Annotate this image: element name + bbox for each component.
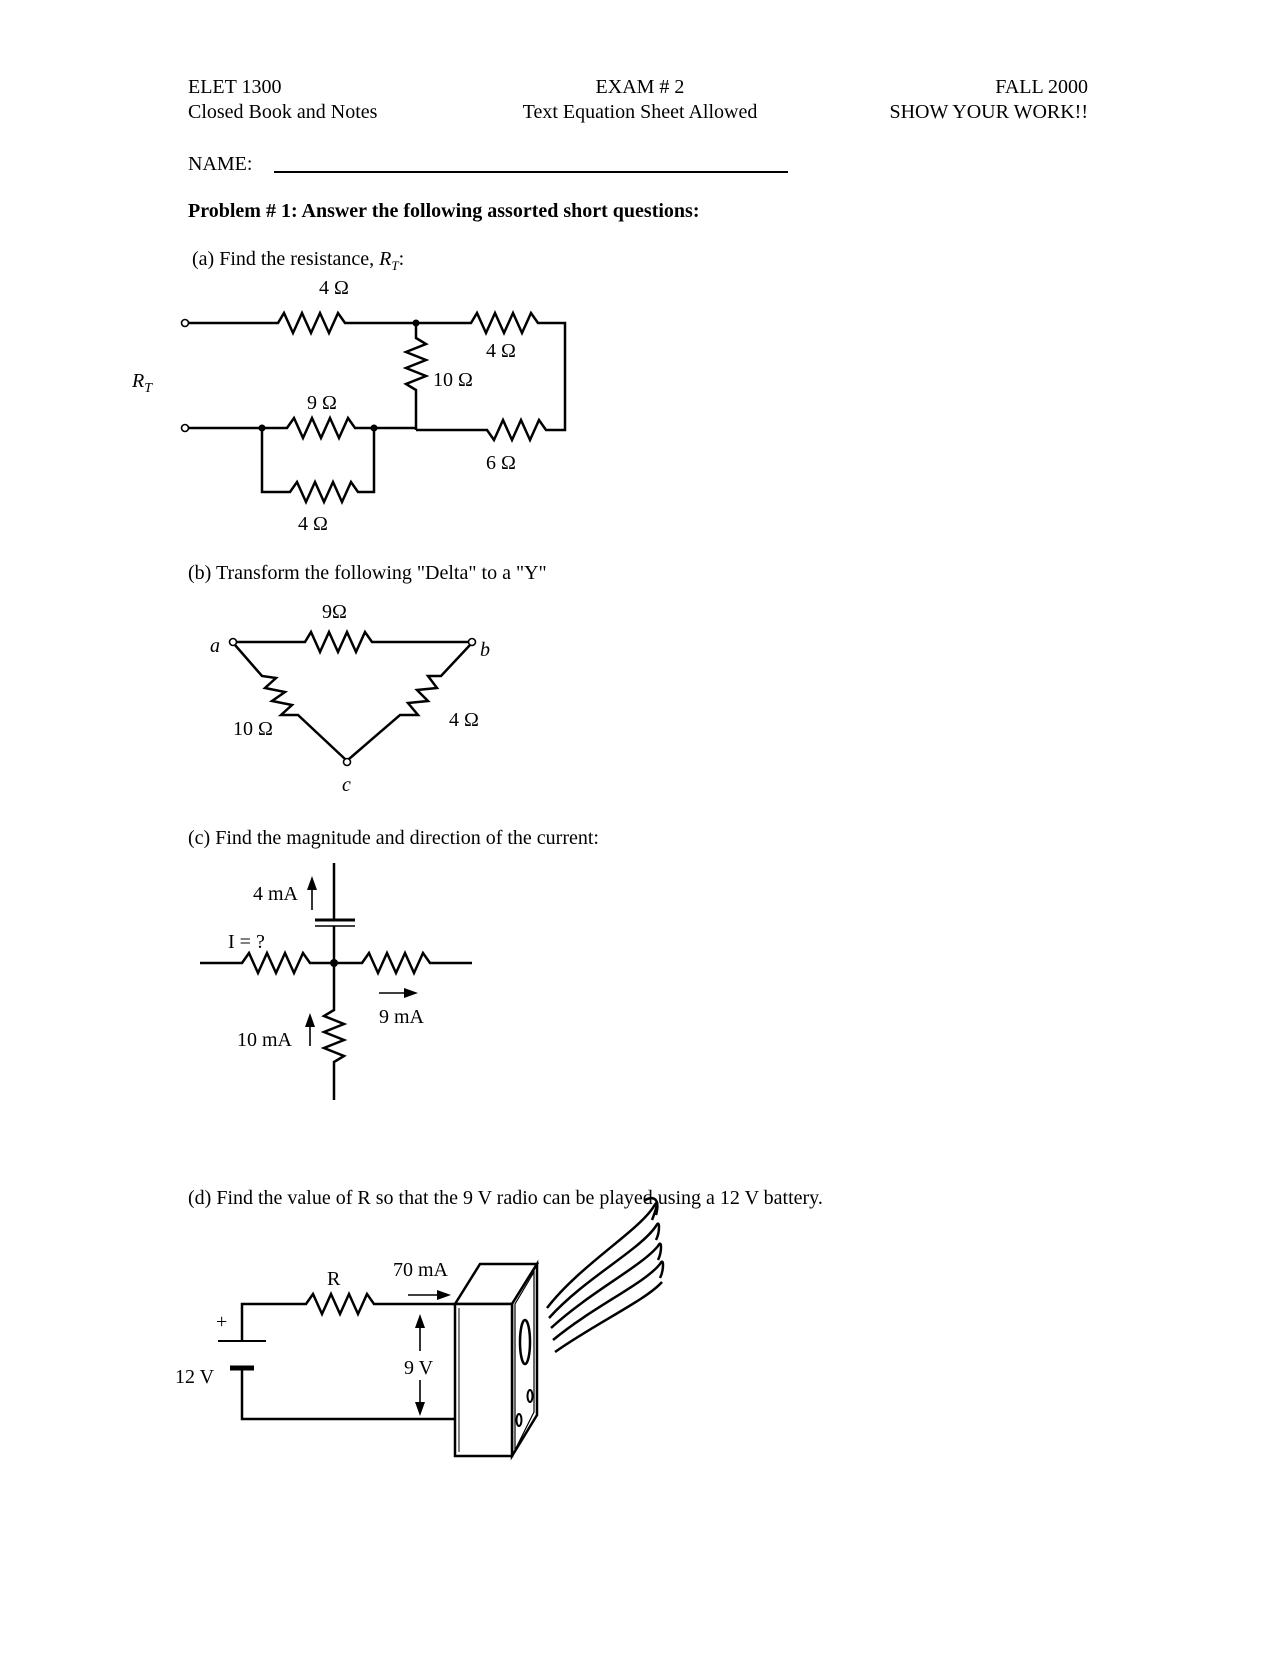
part-a-colon: :	[398, 248, 405, 270]
exam-title: EXAM # 2	[595, 76, 685, 98]
rt-label-var: R	[132, 370, 145, 392]
node-b: b	[480, 639, 490, 661]
part-b-label: (b) Transform the following "Delta" to a "Y"	[188, 562, 547, 584]
rule-show-work: SHOW YOUR WORK!!	[889, 101, 1088, 123]
label-9ma: 9 mA	[379, 1006, 424, 1028]
label-4-top: 4 Ω	[319, 277, 349, 299]
node-a: a	[210, 635, 220, 657]
label-10-delta: 10 Ω	[233, 718, 273, 740]
terminal-c[interactable]	[344, 759, 351, 766]
label-i-unknown: I = ?	[228, 931, 265, 953]
rule-closed-book: Closed Book and Notes	[188, 101, 378, 123]
terminal-top[interactable]	[182, 320, 189, 327]
current-node	[200, 863, 472, 1100]
label-4-delta: 4 Ω	[449, 709, 479, 731]
resistor-10	[406, 323, 426, 430]
label-9-delta: 9Ω	[322, 601, 347, 623]
circuit-a	[131, 277, 565, 535]
arrowhead-9v-up	[415, 1314, 425, 1328]
part-c-label: (c) Find the magnitude and direction of the current:	[188, 827, 599, 849]
arrowhead-right	[404, 988, 418, 998]
resistor-10-delta	[235, 645, 345, 759]
part-d-label: (d) Find the value of R so that the 9 V radio can be played using a 12 V battery.	[188, 1187, 823, 1209]
arrowhead-9v-down	[415, 1402, 425, 1416]
problem-title: Problem # 1: Answer the following assorted short questions:	[188, 200, 700, 222]
arrowhead-current	[437, 1290, 451, 1300]
label-r: R	[327, 1268, 341, 1290]
label-4-right: 4 Ω	[486, 340, 516, 362]
label-10: 10 Ω	[433, 369, 473, 391]
resistor-4-bottom	[262, 428, 374, 502]
delta-network	[210, 601, 490, 796]
label-4-bottom: 4 Ω	[298, 513, 328, 535]
terminal-bottom[interactable]	[182, 425, 189, 432]
label-10ma: 10 mA	[237, 1029, 292, 1051]
battery-label: 12 V	[175, 1366, 215, 1388]
label-9v: 9 V	[404, 1357, 434, 1379]
part-a-label-text: (a) Find the resistance,	[192, 248, 380, 270]
rt-label	[131, 370, 153, 396]
resistor-4-delta	[349, 645, 470, 759]
rule-equation-sheet: Text Equation Sheet Allowed	[522, 101, 758, 123]
label-4ma: 4 mA	[253, 883, 298, 905]
exam-term: FALL 2000	[995, 76, 1088, 98]
label-70ma: 70 mA	[393, 1259, 448, 1281]
sound-waves	[547, 1198, 663, 1352]
resistor-9	[189, 418, 416, 438]
arrowhead-up-top	[307, 876, 317, 890]
node-c-label: c	[342, 774, 351, 796]
label-6: 6 Ω	[486, 452, 516, 474]
terminal-b[interactable]	[469, 639, 476, 646]
resistor-4-top	[189, 313, 416, 333]
radio-drawing	[455, 1264, 537, 1456]
rt-var: R	[379, 248, 392, 270]
radio-circuit	[175, 1198, 663, 1456]
battery-plus: +	[216, 1311, 228, 1333]
radio-front	[455, 1304, 512, 1456]
arrowhead-up-bottom	[305, 1013, 315, 1027]
course-code: ELET 1300	[188, 76, 282, 98]
rt-label-sub: T	[144, 381, 153, 396]
label-9: 9 Ω	[307, 392, 337, 414]
resistor-r	[242, 1294, 455, 1341]
rt-sub: T	[391, 258, 399, 273]
name-label: NAME:	[188, 153, 253, 175]
resistor-bottom	[324, 963, 344, 1100]
resistor-9-delta	[237, 632, 468, 652]
terminal-a[interactable]	[230, 639, 237, 646]
